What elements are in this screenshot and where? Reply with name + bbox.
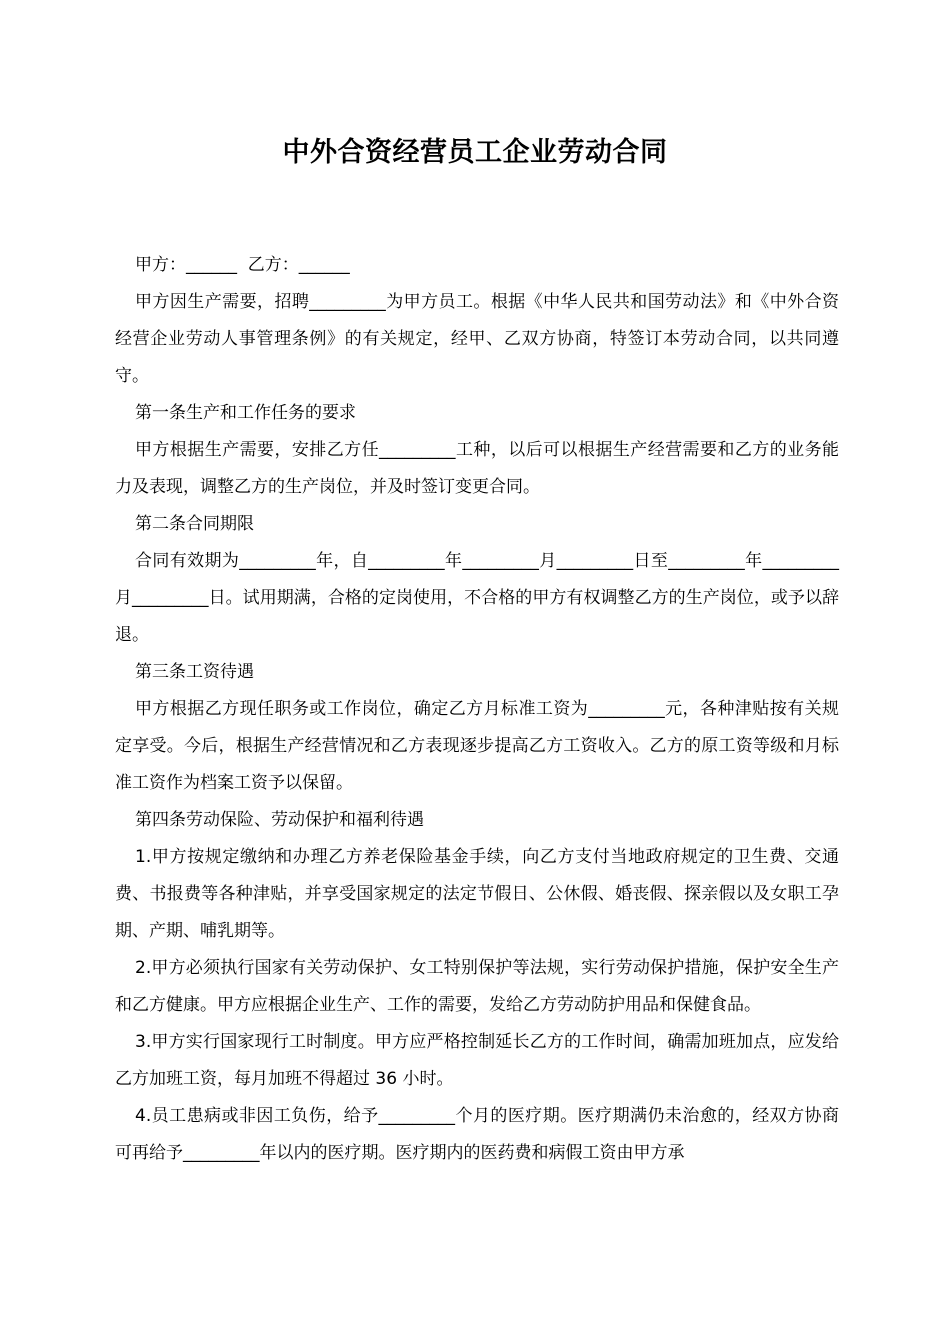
- article-1-heading: 第一条生产和工作任务的要求: [135, 403, 356, 423]
- article-3-heading: 第三条工资待遇: [135, 662, 254, 682]
- article-4-item-3: 3.甲方实行国家现行工时制度。甲方应严格控制延长乙方的工作时间，确需加班加点，应发给乙方加班工资，每月加班不得超过 36 小时。: [115, 1032, 839, 1089]
- article-4-heading: 第四条劳动保险、劳动保护和福利待遇: [135, 810, 424, 830]
- article-3-text: 甲方根据乙方现任职务或工作岗位，确定乙方月标准工资为_________元，各种津贴按有关规定享受。今后，根据生产经营情况和乙方表现逐步提高乙方工资收入。乙方的原工资等级和月标准工资作为档案工资予以保留。: [115, 699, 839, 793]
- article-1-text: 甲方根据生产需要，安排乙方任_________工种，以后可以根据生产经营需要和乙方的业务能力及表现，调整乙方的生产岗位，并及时签订变更合同。: [115, 440, 839, 497]
- article-4-item-4: 4.员工患病或非因工负伤，给予_________个月的医疗期。医疗期满仍未治愈的，经双方协商可再给予_________年以内的医疗期。医疗期内的医药费和病假工资由甲方承: [115, 1106, 839, 1163]
- intro-paragraph: 甲方因生产需要，招聘_________为甲方员工。根据《中华人民共和国劳动法》和《中外合资经营企业劳动人事管理条例》的有关规定，经甲、乙双方协商，特签订本劳动合同，以共同遵守。: [115, 292, 839, 386]
- article-4-item-2: 2.甲方必须执行国家有关劳动保护、女工特别保护等法规，实行劳动保护措施，保护安全生产和乙方健康。甲方应根据企业生产、工作的需要，发给乙方劳动防护用品和保健食品。: [115, 958, 839, 1015]
- article-2-heading: 第二条合同期限: [135, 514, 254, 534]
- article-2-text: 合同有效期为_________年，自_________年_________月_________日至_________年_________月_________日。试用期满，合格的定岗使用，不合格的甲方有权调整乙方的生产岗位，或予以辞退。: [115, 551, 839, 645]
- document-title: 中外合资经营员工企业劳动合同: [282, 137, 668, 168]
- document-body: [115, 247, 839, 1172]
- article-4-item-1: 1.甲方按规定缴纳和办理乙方养老保险基金手续，向乙方支付当地政府规定的卫生费、交通费、书报费等各种津贴，并享受国家规定的法定节假日、公休假、婚丧假、探亲假以及女职工孕期、产期、哺乳期等。: [115, 847, 839, 941]
- parties-line: 甲方：______ 乙方：______: [135, 255, 350, 275]
